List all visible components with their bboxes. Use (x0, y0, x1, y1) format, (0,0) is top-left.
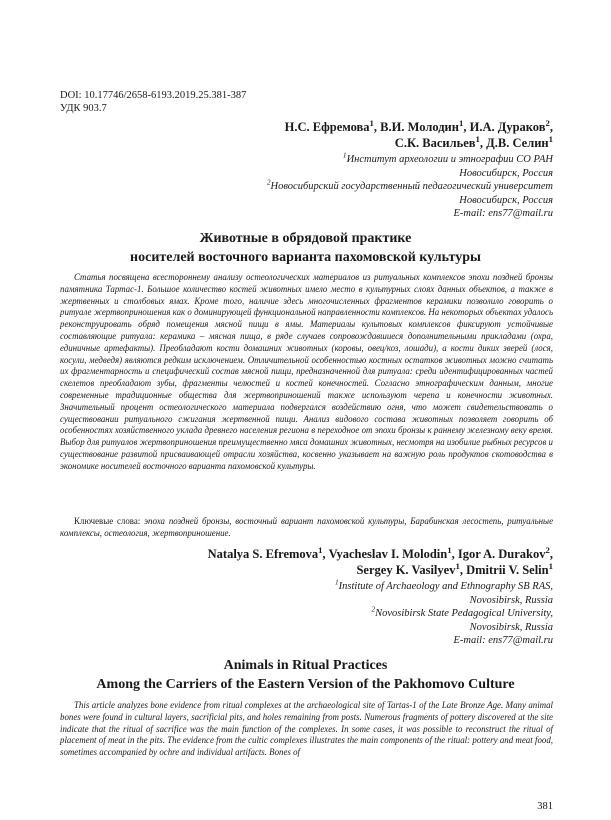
affiliation-line: Novosibirsk, Russia (469, 621, 553, 633)
author: И.А. Дураков$^2$, (469, 117, 553, 134)
title-line: носителей восточного варианта пахомовской культуры (130, 250, 481, 265)
author: Igor A. Durakov$^2$, (457, 544, 553, 561)
udk: УДК 903.7 (60, 103, 107, 114)
title-line: Животные в обрядовой практике (199, 231, 412, 246)
page-number: 381 (537, 801, 553, 812)
en-authors-line1 (208, 546, 553, 562)
ru-title (40, 229, 571, 267)
author: Sergey K. Vasilyev$^1$, (356, 560, 467, 577)
en-abstract (60, 700, 553, 759)
ru-authors-line1 (285, 119, 553, 135)
keywords-value: эпоха поздней бронзы, восточный вариант пахомовской культуры, Барабинская лесостепь, ритуальные комплексы, остеология, жертвоприношение. (60, 516, 554, 538)
affiliation-line: Новосибирск, Россия (459, 167, 553, 179)
ru-keywords (60, 516, 553, 540)
email: E-mail: ens77@mail.ru (453, 208, 553, 219)
abstract-text: Статья посвящена всестороннему анализу остеологических материалов из ритуальных комплексов эпохи поздней бронзы памятника Тартас-1. Большое количество костей животных имело место в культурных слоях данных объектов, а также в жертвенных и столбовых ямах. Кроме того, наличие здесь многочисленных фрагментов керамики позволило говорить о ритуале жертвоприношения как о доминирующей функциональной направленности комплексов. На некоторых объектах удалось реконструировать обряд помещения мясной пищи в ямы. Материалы культовых комплексов фиксируют устойчивые составляющие ритуала: керамика – мясная пища, в ряде случаев сопровождавшиеся дополнительными прикладами (охра, единичные артефакты). Преобладают кости домашних животных (коровы, овец/коз, лошади), а кости диких зверей (лося, косули, медведя) являются редким исключением. Отличительной особенностью костных остатков животных можно считать их фрагментарность и специфический состав мясной пищи, предназначенной для ритуала: среди идентифицированных частей скелетов преобладают зубы, фрагменты челюстей и костей конечностей. Согласно этнографическим данным, многие современные традиционные общества для жертвоприношений также используют черепа и конечности животных. Значительный процент остеологического материала подвергался воздействию огня, что может свидетельствовать о существовании ритуального сжигания жертвенной пищи. Анализ видового состава животных позволяет говорить об особенностях хозяйственного уклада древнего населения региона в переходное от эпохи бронзы к раннему железному веку время. Выбор для ритуалов жертвоприношения преимущественно мяса домашних животных, несмотря на изобилие рыбных ресурсов и существование развитой присваивающей отрасли хозяйства, косвенно указывает на важную роль продуктов скотоводства в экономике носителей восточного варианта пахомовской культуры. (60, 272, 553, 471)
author: Д.В. Селин$^1$ (486, 133, 553, 150)
keywords-label: Ключевые слова: (74, 516, 141, 526)
ru-affiliations (266, 150, 553, 221)
affiliation-line: $^1$Institute of Archaeology and Ethnography SB RAS, (334, 577, 553, 592)
author: Vyacheslav I. Molodin$^1$, (328, 544, 458, 561)
author: В.И. Молодин$^1$, (380, 117, 470, 134)
title-line: Animals in Ritual Practices (223, 658, 388, 673)
author: Н.С. Ефремова$^1$, (284, 117, 381, 134)
email: E-mail: ens77@mail.ru (453, 635, 553, 646)
en-authors-line2 (356, 562, 553, 578)
title-line: Among the Carriers of the Eastern Version of the Pakhomovo Culture (96, 677, 515, 692)
en-title (40, 656, 571, 694)
affiliation-line: $^1$Институт археологии и этнографии СО РАН (342, 150, 553, 165)
doi: DOI: 10.17746/2658-6193.2019.25.381-387 (60, 90, 247, 101)
affiliation-line: $^2$Новосибирский государственный педагогический университет (266, 177, 553, 192)
affiliation-line: Новосибирск, Россия (459, 194, 553, 206)
affiliation-line: Novosibirsk, Russia (469, 594, 553, 606)
ru-authors-line2 (395, 135, 553, 151)
affiliation-line: $^2$Novosibirsk State Pedagogical University, (371, 604, 553, 619)
author: Dmitrii V. Selin$^1$ (466, 560, 553, 577)
abstract-text: This article analyzes bone evidence from ritual complexes at the archaeological site of Tartas-1 of the Late Bronze Age. Many animal bones were found in cultural layers, sacrificial pits, and holes remaining from posts. Numerous fragments of pottery discovered at the site indicate that the ritual of sacrifice was the main function of the complexes. In some cases, it was possible to reconstruct the ritual of placement of meat in the pits. The evidence from the cultic complexes illustrates the main components of the ritual: pottery and meat food, sometimes accompanied by ochre and individual artifacts. Bones of (60, 700, 553, 758)
author: С.К. Васильев$^1$, (394, 133, 487, 150)
author: Natalya S. Efremova$^1$, (207, 544, 329, 561)
en-affiliations (334, 577, 553, 648)
ru-abstract (60, 272, 553, 473)
